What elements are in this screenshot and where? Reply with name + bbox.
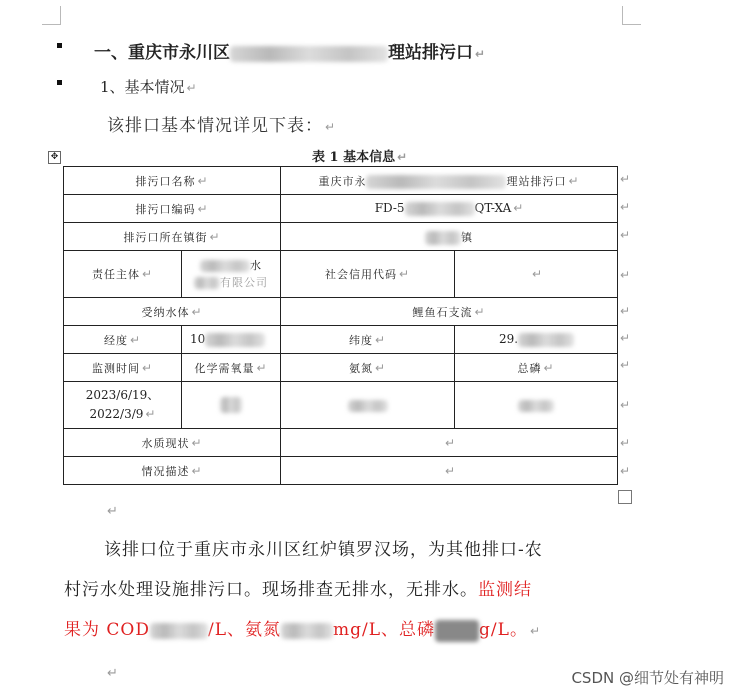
table-row — [64, 167, 618, 195]
body-line: 果为 COD /L、氨氮 mg/L、总磷 g/L。 ↵ — [64, 620, 542, 640]
table-row — [64, 223, 618, 251]
table-cell[interactable]: 10 — [182, 326, 281, 354]
empty-paragraph-mark: ↵ — [107, 666, 118, 681]
table-resize-handle[interactable] — [618, 490, 632, 504]
table-cell[interactable]: 受纳水体 ↵ — [64, 298, 281, 326]
table-row — [64, 195, 618, 223]
table-cell[interactable]: 总磷 ↵ — [455, 354, 618, 382]
table-cell[interactable] — [281, 382, 455, 429]
table-cell[interactable]: 2023/6/19、 2022/3/9 ↵ — [64, 382, 182, 429]
table-cell[interactable]: 责任主体 ↵ — [64, 251, 182, 298]
redacted-text — [366, 175, 506, 189]
body-line: 该排口位于重庆市永川区红炉镇罗汉场，为其他排口-农 — [104, 540, 543, 560]
table-row — [64, 382, 618, 429]
table-cell[interactable]: ↵ — [455, 251, 618, 298]
heading-level-1[interactable] — [94, 38, 485, 63]
table-cell[interactable]: 排污口名称 ↵ — [64, 167, 281, 195]
table-cell[interactable]: 氨氮 ↵ — [281, 354, 455, 382]
paragraph-mark: ↵ — [186, 81, 197, 95]
intro-text: 该排口基本情况详见下表： — [107, 116, 323, 136]
row-end-mark: ↵ — [620, 331, 631, 345]
crop-mark-top-left — [42, 6, 61, 25]
table-row — [64, 429, 618, 457]
crop-mark-top-right — [622, 6, 641, 25]
table-row — [64, 251, 618, 298]
bullet-marker — [57, 43, 62, 48]
table-cell[interactable]: 镇 — [281, 223, 618, 251]
redacted-text — [220, 397, 242, 413]
table-cell[interactable]: 化学需氧量 ↵ — [182, 354, 281, 382]
bullet-marker — [57, 80, 62, 85]
redacted-text — [348, 400, 388, 412]
redacted-text — [230, 46, 388, 62]
row-end-mark: ↵ — [620, 268, 631, 282]
empty-paragraph-mark: ↵ — [107, 504, 118, 519]
table-cell[interactable] — [182, 382, 281, 429]
table-cell[interactable] — [455, 382, 618, 429]
table-cell[interactable]: 排污口所在镇街 ↵ — [64, 223, 281, 251]
redacted-text — [281, 623, 333, 639]
watermark: CSDN @细节处有神明 — [571, 669, 724, 687]
paragraph-mark: ↵ — [325, 120, 337, 134]
heading1-prefix: 一、重庆市永川区 — [94, 43, 230, 63]
row-end-mark: ↵ — [620, 200, 631, 214]
redacted-text — [518, 400, 554, 412]
row-end-mark: ↵ — [620, 172, 631, 186]
row-end-mark: ↵ — [620, 398, 631, 412]
body-line: 村污水处理设施排污口。现场排查无排水，无排水。监测结 — [64, 580, 532, 600]
redacted-text — [518, 333, 574, 347]
table-cell[interactable]: 29. — [455, 326, 618, 354]
table-caption — [312, 146, 407, 165]
redacted-text — [150, 623, 208, 639]
table-row — [64, 354, 618, 382]
redacted-text — [194, 277, 220, 289]
heading-level-2[interactable] — [100, 76, 197, 97]
paragraph-mark: ↵ — [475, 47, 486, 61]
table-cell[interactable]: 纬度 ↵ — [281, 326, 455, 354]
basic-info-table[interactable] — [63, 166, 618, 485]
row-end-mark: ↵ — [620, 436, 631, 450]
redacted-text — [200, 260, 250, 272]
table-cell[interactable]: ↵ — [281, 429, 618, 457]
table-cell[interactable]: 鲤鱼石支流 ↵ — [281, 298, 618, 326]
table-cell[interactable]: 排污口编码 ↵ — [64, 195, 281, 223]
table-cell[interactable]: ↵ — [281, 457, 618, 485]
redacted-text — [425, 231, 461, 245]
body-paragraph[interactable] — [64, 530, 624, 651]
table-cell[interactable]: 监测时间 ↵ — [64, 354, 182, 382]
redacted-text — [205, 333, 265, 347]
table-row — [64, 326, 618, 354]
table-cell[interactable]: 情况描述 ↵ — [64, 457, 281, 485]
row-end-mark: ↵ — [620, 358, 631, 372]
intro-paragraph[interactable] — [107, 111, 336, 136]
table-move-handle-icon[interactable]: ✥ — [48, 151, 61, 164]
heading2-text: 1、基本情况 — [100, 78, 185, 96]
row-end-mark: ↵ — [620, 228, 631, 242]
table-cell[interactable]: 重庆市永 理站排污口 ↵ — [281, 167, 618, 195]
table-row — [64, 298, 618, 326]
paragraph-mark: ↵ — [397, 150, 408, 164]
table-cell[interactable]: 水 有限公司 — [182, 251, 281, 298]
table-cell[interactable]: 水质现状 ↵ — [64, 429, 281, 457]
table-row — [64, 457, 618, 485]
table-cell[interactable]: 社会信用代码 ↵ — [281, 251, 455, 298]
redacted-text — [435, 620, 479, 642]
heading1-suffix: 理站排污口 — [388, 43, 473, 63]
table-cell[interactable]: 经度 ↵ — [64, 326, 182, 354]
table-caption-text: 表 1 基本信息 — [312, 150, 396, 165]
row-end-mark: ↵ — [620, 464, 631, 478]
row-end-mark: ↵ — [620, 304, 631, 318]
table-cell[interactable]: FD-5 QT-XA ↵ — [281, 195, 618, 223]
redacted-text — [405, 202, 475, 216]
